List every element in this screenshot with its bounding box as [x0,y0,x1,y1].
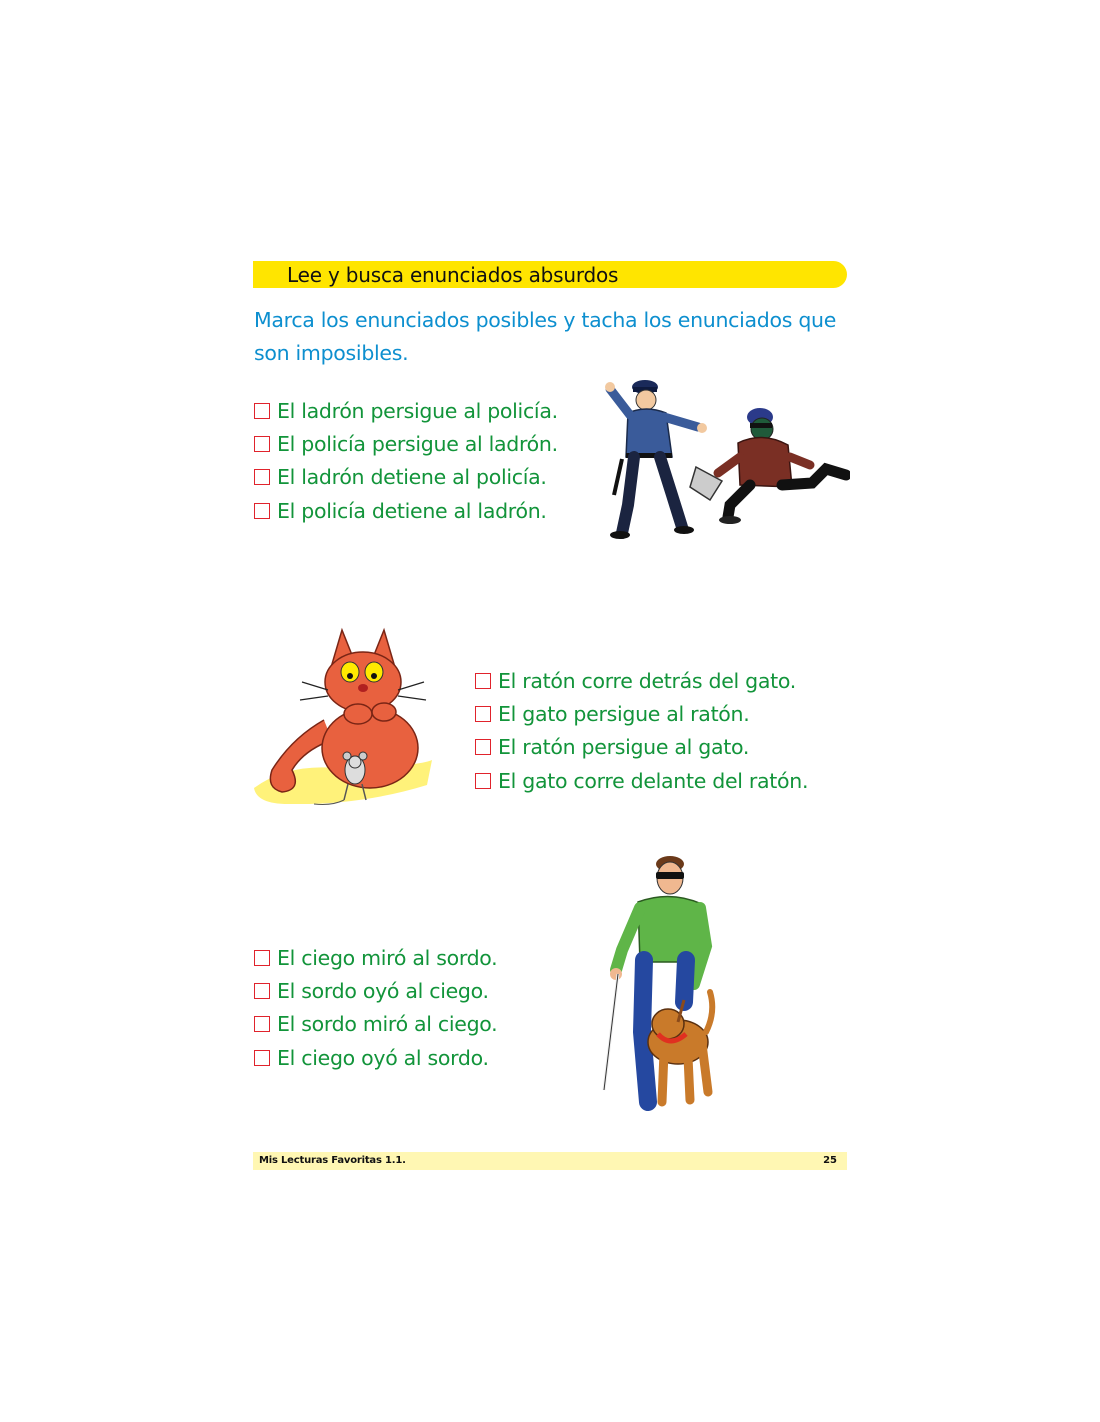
option-label: El policía detiene al ladrón. [277,498,547,523]
blind-man-with-guide-dog-illustration [598,852,723,1122]
checkbox[interactable] [475,706,491,722]
checkbox[interactable] [254,1050,270,1066]
page-number: 25 [823,1155,837,1166]
option-label: El ladrón detiene al policía. [277,465,547,490]
option-label: El ratón persigue al gato. [498,735,750,760]
option-label: El ladrón persigue al policía. [277,398,558,423]
title-band [253,261,847,288]
scared-cat-with-mouse-illustration [252,620,437,825]
option-item [475,664,808,697]
option-label: El sordo miró al ciego. [277,1012,498,1037]
option-label: El gato persigue al ratón. [498,701,750,726]
checkbox[interactable] [475,673,491,689]
option-item [254,427,558,460]
option-item [254,974,497,1007]
option-label: El policía persigue al ladrón. [277,431,558,456]
checkbox[interactable] [254,1016,270,1032]
option-label: El ciego miró al sordo. [277,945,498,970]
checkbox[interactable] [254,403,270,419]
exercise-2-options [475,664,808,797]
option-label: El ratón corre detrás del gato. [498,668,796,693]
option-item [475,697,808,730]
instruction-text: Marca los enunciados posibles y tacha los enunciados que son imposibles. [254,308,837,365]
option-label: El ciego oyó al sordo. [277,1045,489,1070]
checkbox[interactable] [254,503,270,519]
checkbox[interactable] [254,469,270,485]
checkbox[interactable] [475,739,491,755]
option-label: El gato corre delante del ratón. [498,768,809,793]
option-item [254,1041,497,1074]
police-chasing-thief-illustration [600,365,850,540]
option-label: El sordo oyó al ciego. [277,978,489,1003]
exercise-1-options [254,394,558,527]
option-item [254,494,558,527]
option-item [254,461,558,494]
exercise-3-options [254,941,497,1074]
option-item [254,1008,497,1041]
book-title: Mis Lecturas Favoritas 1.1. [259,1155,406,1166]
checkbox[interactable] [254,950,270,966]
checkbox[interactable] [475,773,491,789]
checkbox[interactable] [254,983,270,999]
page-title: Lee y busca enunciados absurdos [287,263,619,287]
option-item [475,731,808,764]
footer-band [253,1152,847,1170]
option-item [254,394,558,427]
option-item [254,941,497,974]
checkbox[interactable] [254,436,270,452]
option-item [475,764,808,797]
